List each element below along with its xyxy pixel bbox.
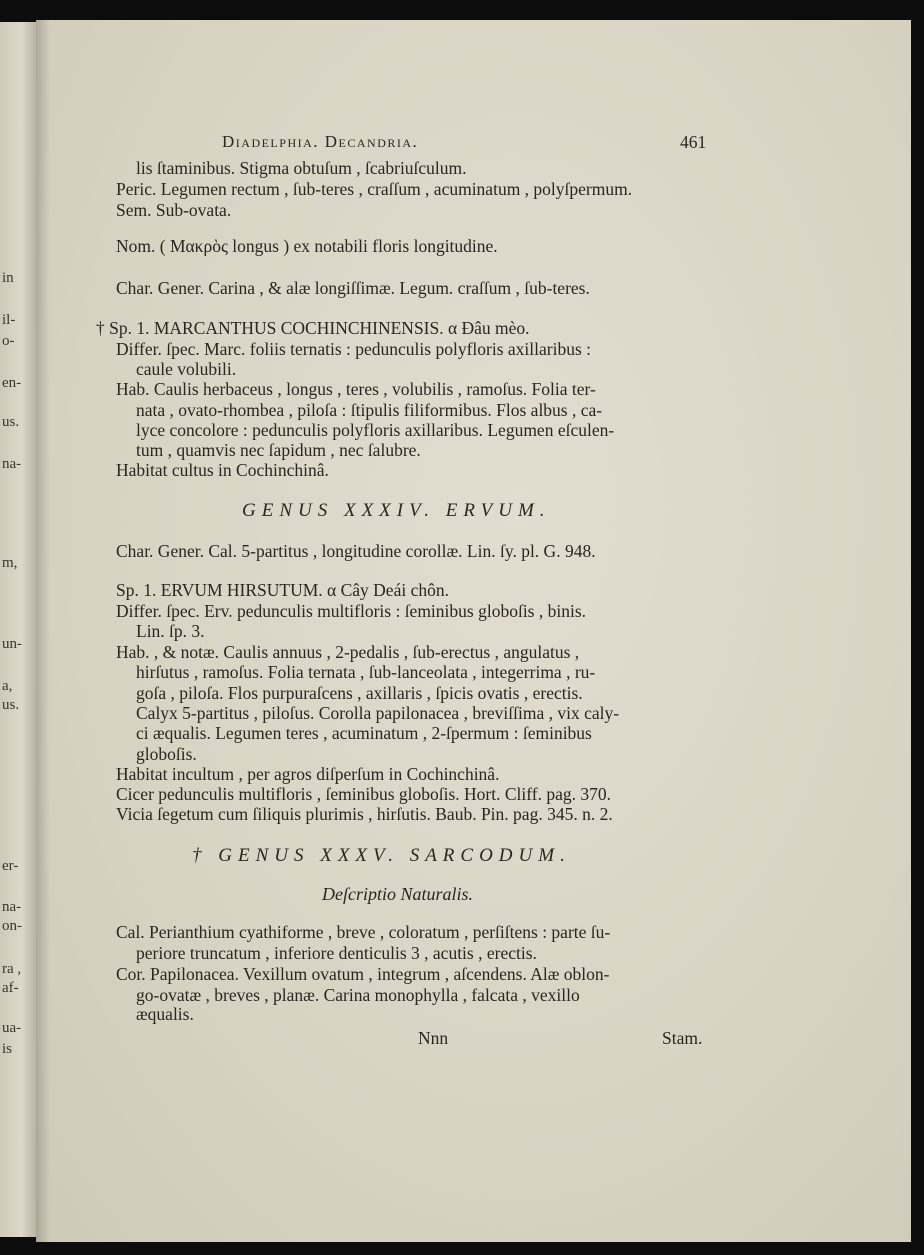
- text-line: Vicia ſegetum cum ſiliquis plurimis , hirſutis. Baub. Pin. pag. 345. n. 2.: [116, 804, 613, 824]
- text-line: Nom. ( Μακρὸς longus ) ex notabili floris longitudine.: [116, 236, 498, 256]
- text-line: nata , ovato-rhombea , piloſa : ſtipulis filiformibus. Flos albus , ca-: [136, 400, 603, 420]
- text-line: æqualis.: [136, 1004, 194, 1024]
- left-fragment: m,: [2, 555, 18, 571]
- left-fragment: na-: [2, 456, 22, 472]
- text-line: Cal. Perianthium cyathiforme , breve , coloratum , perſiſtens : parte ſu-: [116, 922, 611, 942]
- text-line: Char. Gener. Cal. 5-partitus , longitudine corollæ. Lin. ſy. pl. G. 948.: [116, 541, 596, 561]
- left-fragment: is: [2, 1041, 13, 1057]
- genus-heading: GENUS XXXIV. ERVUM.: [242, 500, 551, 521]
- text-line: periore truncatum , inferiore denticulis 3 , acutis , erectis.: [136, 943, 537, 963]
- text-line: Char. Gener. Carina , & alæ longiſſimæ. Legum. craſſum , ſub-teres.: [116, 278, 590, 298]
- text-line: Habitat incultum , per agros diſperſum in Cochinchinâ.: [116, 764, 500, 784]
- species-heading: Sp. 1. ERVUM HIRSUTUM. α Cây Deái chôn.: [116, 580, 449, 600]
- text-line: hirſutus , ramoſus. Folia ternata , ſub-lanceolata , integerrima , ru-: [136, 662, 596, 682]
- text-line: go-ovatæ , breves , planæ. Carina monophylla , falcata , vexillo: [136, 985, 580, 1005]
- left-fragment: on-: [2, 918, 22, 934]
- text-line: globoſis.: [136, 744, 197, 764]
- text-line: goſa , piloſa. Flos purpuraſcens , axillaris , ſpicis ovatis , erectis.: [136, 683, 583, 703]
- left-fragment: er-: [2, 858, 19, 874]
- text-line: Peric. Legumen rectum , ſub-teres , craſſum , acuminatum , polyſpermum.: [116, 179, 633, 199]
- left-fragment: af-: [2, 980, 19, 996]
- text-line: lyce concolore : pedunculis polyfloris axillaribus. Legumen eſculen-: [136, 420, 615, 440]
- left-fragment: il-: [2, 312, 16, 328]
- text-line: Habitat cultus in Cochinchinâ.: [116, 460, 329, 480]
- text-line: tum , quamvis nec ſapidum , nec ſalubre.: [136, 440, 421, 460]
- text-line: Hab. , & notæ. Caulis annuus , 2-pedalis , ſub-erectus , angulatus ,: [116, 642, 580, 662]
- catchword: Stam.: [662, 1028, 703, 1048]
- left-fragment: un-: [2, 636, 22, 652]
- text-line: caule volubili.: [136, 359, 237, 379]
- left-fragment: a,: [2, 678, 13, 694]
- gutter-shadow: [36, 20, 50, 1242]
- left-fragment: o-: [2, 333, 15, 349]
- species-heading: † Sp. 1. MARCANTHUS COCHINCHINENSIS. α Đâu mèo.: [96, 318, 530, 338]
- left-fragment: us.: [2, 414, 20, 430]
- text-line: Calyx 5-partitus , piloſus. Corolla papilonacea , breviſſima , vix caly-: [136, 703, 620, 723]
- section-subheading: Deſcriptio Naturalis.: [322, 884, 474, 904]
- signature-mark: Nnn: [418, 1028, 449, 1048]
- left-fragment: en-: [2, 375, 22, 391]
- left-fragment: ua-: [2, 1020, 22, 1036]
- text-line: lis ſtaminibus. Stigma obtuſum , ſcabriuſculum.: [136, 158, 467, 178]
- left-fragment: na-: [2, 899, 22, 915]
- text-line: Lin. ſp. 3.: [136, 621, 205, 641]
- text-line: Cicer pedunculis multifloris , ſeminibus globoſis. Hort. Cliff. pag. 370.: [116, 784, 611, 804]
- text-line: ci æqualis. Legumen teres , acuminatum , 2-ſpermum : ſeminibus: [136, 723, 592, 743]
- text-line: Hab. Caulis herbaceus , longus , teres , volubilis , ramoſus. Folia ter-: [116, 379, 596, 399]
- text-line: Differ. ſpec. Erv. pedunculis multifloris : ſeminibus globoſis , binis.: [116, 601, 587, 621]
- left-fragment: in: [2, 270, 14, 286]
- text-line: Cor. Papilonacea. Vexillum ovatum , integrum , aſcendens. Alæ oblon-: [116, 964, 610, 984]
- text-line: Differ. ſpec. Marc. foliis ternatis : pedunculis polyfloris axillaribus :: [116, 339, 591, 359]
- running-title: Diadelphia. Decandria.: [222, 132, 419, 151]
- text-line: Sem. Sub-ovata.: [116, 200, 232, 220]
- left-fragment: us.: [2, 697, 20, 713]
- genus-heading: † GENUS XXXV. SARCODUM.: [192, 845, 571, 866]
- left-fragment: ra ,: [2, 961, 22, 977]
- page-number: 461: [680, 132, 707, 152]
